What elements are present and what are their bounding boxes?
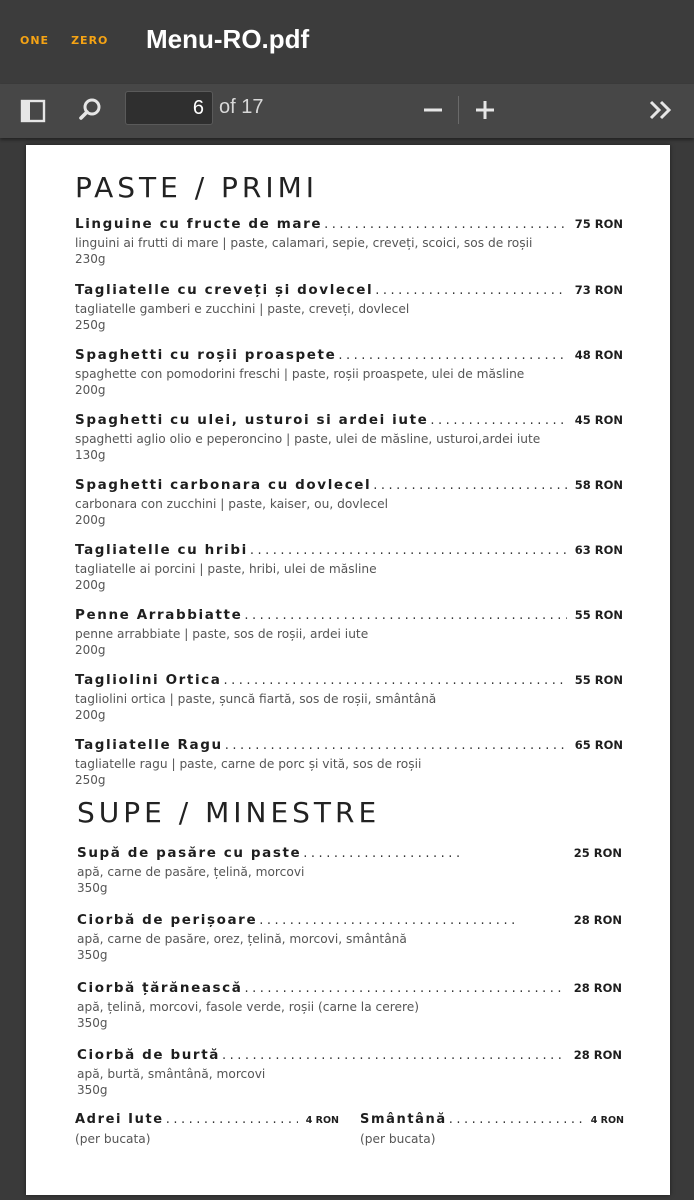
menu-item	[75, 672, 623, 722]
item-weight: 130g	[75, 448, 106, 462]
item-description: tagliatelle gamberi e zucchini | paste, creveți, dovlecel	[75, 302, 410, 316]
item-name: Linguine cu fructe de mare	[75, 216, 323, 232]
leader-dots	[244, 608, 566, 623]
item-weight: 350g	[77, 948, 108, 962]
item-name: Tagliatelle cu creveți și dovlecel	[75, 282, 374, 298]
item-description: linguini ai frutti di mare | paste, calamari, sepie, creveți, scoici, sos de roșii	[75, 236, 533, 250]
menu-item	[75, 282, 623, 332]
item-price: 4 RON	[590, 1115, 624, 1126]
pdf-page	[26, 145, 670, 1195]
minus-icon	[422, 99, 444, 121]
menu-item	[75, 542, 623, 592]
item-weight: 350g	[77, 1016, 108, 1030]
sidebar-toggle-icon	[20, 98, 46, 124]
leader-dots	[303, 846, 463, 861]
double-chevron-right-icon	[648, 99, 674, 121]
menu-item	[75, 737, 623, 787]
leader-dots	[250, 543, 567, 558]
menu-item	[77, 980, 622, 1030]
leader-dots	[375, 283, 566, 298]
item-name: Smântână	[360, 1112, 447, 1127]
item-name: Ciorbă de perișoare	[77, 912, 258, 928]
item-weight: 200g	[75, 383, 106, 397]
item-price: 75 RON	[574, 217, 623, 231]
item-weight: 250g	[75, 318, 106, 332]
item-description: apă, carne de pasăre, orez, țelină, morcovi, smântână	[77, 932, 407, 946]
item-description: spaghetti aglio olio e peperoncino | paste, ulei de măsline, usturoi,ardei iute	[75, 432, 541, 446]
item-price: 28 RON	[573, 913, 622, 927]
item-description: apă, țelină, morcovi, fasole verde, roșii (carne la cerere)	[77, 1000, 419, 1014]
leader-dots	[224, 673, 567, 688]
item-price: 25 RON	[573, 846, 622, 860]
menu-item	[77, 1047, 622, 1097]
item-weight: 200g	[75, 513, 106, 527]
item-weight: 350g	[77, 881, 108, 895]
more-tools-button[interactable]	[643, 92, 679, 128]
item-name: Ciorbă de burtă	[77, 1047, 220, 1063]
item-name: Tagliatelle Ragu	[75, 737, 223, 753]
search-icon	[78, 96, 104, 122]
sidebar-toggle-button[interactable]	[15, 93, 51, 129]
plus-icon	[474, 99, 496, 121]
item-weight: 250g	[75, 773, 106, 787]
item-description: tagliolini ortica | paste, șuncă fiartă, sos de roșii, smântână	[75, 692, 437, 706]
menu-item	[75, 477, 623, 527]
extra-item	[75, 1112, 339, 1146]
item-price: 45 RON	[574, 413, 623, 427]
leader-dots	[222, 1048, 566, 1063]
zoom-out-button[interactable]	[415, 92, 451, 128]
logo-text-one: ONE	[20, 34, 50, 47]
item-price: 48 RON	[574, 348, 623, 362]
item-name: Tagliolini Ortica	[75, 672, 222, 688]
item-description: spaghette con pomodorini freschi | paste, roșii proaspete, ulei de măsline	[75, 367, 525, 381]
menu-item	[75, 216, 623, 266]
item-description: apă, burtă, smântână, morcovi	[77, 1067, 266, 1081]
item-weight: 230g	[75, 252, 106, 266]
leader-dots	[449, 1112, 583, 1127]
item-weight: 200g	[75, 643, 106, 657]
item-name: Supă de pasăre cu paste	[77, 845, 302, 861]
page-number-input[interactable]: 6	[125, 91, 213, 125]
extra-item	[360, 1112, 624, 1146]
item-price: 63 RON	[574, 543, 623, 557]
leader-dots	[430, 413, 566, 428]
item-price: 4 RON	[305, 1115, 339, 1126]
leader-dots	[338, 348, 566, 363]
toolbar-divider	[458, 96, 459, 124]
leader-dots	[166, 1112, 298, 1127]
item-price: 73 RON	[574, 283, 623, 297]
leader-dots	[324, 217, 567, 232]
item-name: Ciorbă țărănească	[77, 980, 243, 996]
leader-dots	[225, 738, 567, 753]
menu-item	[77, 912, 622, 962]
item-name: Penne Arrabbiatte	[75, 607, 243, 623]
item-price: 58 RON	[574, 478, 623, 492]
item-weight: 200g	[75, 578, 106, 592]
menu-item	[75, 607, 623, 657]
item-description: carbonara con zucchini | paste, kaiser, ou, dovlecel	[75, 497, 388, 511]
section-title-supe: SUPE / MINESTRE	[77, 796, 381, 829]
logo-text-zero: ZERO	[71, 34, 109, 47]
top-bar	[0, 0, 694, 84]
section-title-paste: PASTE / PRIMI	[75, 171, 319, 204]
item-name: Adrei Iute	[75, 1112, 164, 1127]
item-weight: 200g	[75, 708, 106, 722]
item-name: Tagliatelle cu hribi	[75, 542, 248, 558]
logo	[20, 34, 108, 47]
item-price: 65 RON	[574, 738, 623, 752]
item-description: penne arrabbiate | paste, sos de roșii, ardei iute	[75, 627, 369, 641]
zoom-in-button[interactable]	[467, 92, 503, 128]
item-name: Spaghetti cu ulei, usturoi si ardei iute	[75, 412, 429, 428]
menu-item	[75, 412, 623, 462]
item-price: 28 RON	[573, 981, 622, 995]
item-price: 28 RON	[573, 1048, 622, 1062]
search-button[interactable]	[73, 91, 109, 127]
item-description: apă, carne de pasăre, țelină, morcovi	[77, 865, 305, 879]
leader-dots	[373, 478, 566, 493]
item-note: (per bucata)	[75, 1132, 151, 1146]
item-name: Spaghetti cu roșii proaspete	[75, 347, 337, 363]
item-name: Spaghetti carbonara cu dovlecel	[75, 477, 372, 493]
item-price: 55 RON	[574, 673, 623, 687]
item-note: (per bucata)	[360, 1132, 436, 1146]
document-title: Menu-RO.pdf	[146, 24, 310, 54]
leader-dots	[259, 913, 518, 928]
item-weight: 350g	[77, 1083, 108, 1097]
menu-item	[77, 845, 622, 895]
leader-dots	[245, 981, 566, 996]
page-count: of 17	[219, 96, 264, 118]
item-description: tagliatelle ai porcini | paste, hribi, ulei de măsline	[75, 562, 377, 576]
item-price: 55 RON	[574, 608, 623, 622]
menu-item	[75, 347, 623, 397]
item-description: tagliatelle ragu | paste, carne de porc și vită, sos de roșii	[75, 757, 422, 771]
